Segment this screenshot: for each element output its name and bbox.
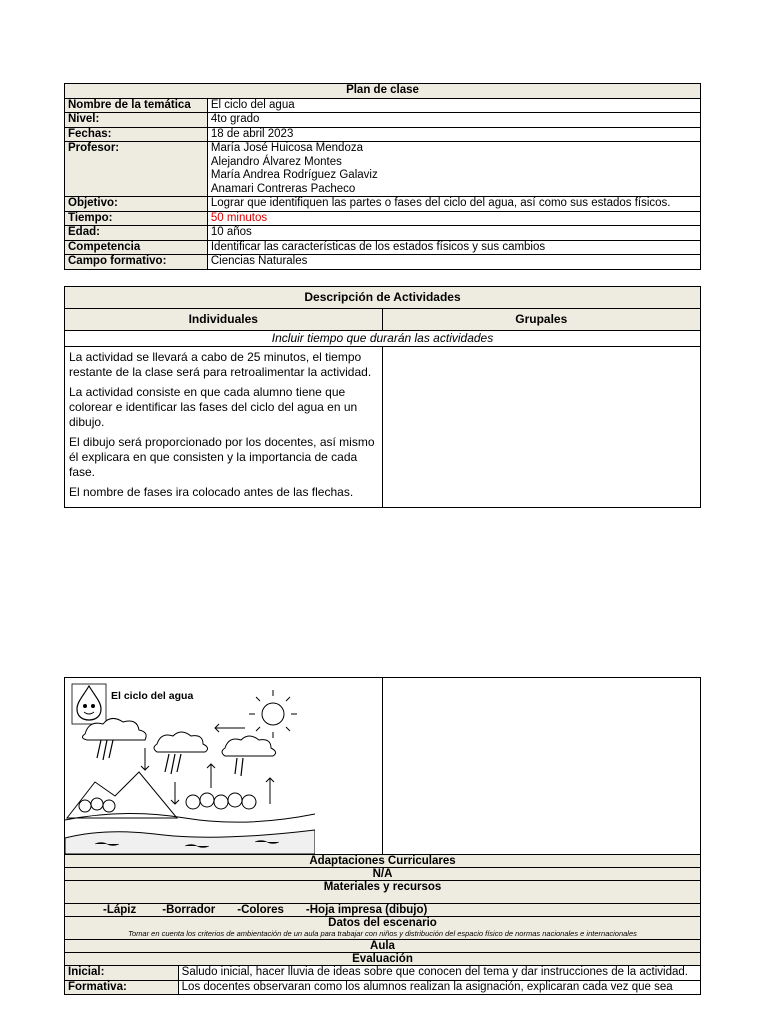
plan-table xyxy=(64,83,701,270)
time-value: 50 minutos xyxy=(207,211,700,226)
level-label: Nivel: xyxy=(65,113,208,128)
activity-paragraph: El dibujo será proporcionado por los docentes, así mismo él explicara en que consisten y la importancia de cada fase. xyxy=(69,435,375,479)
topic-value: El ciclo del agua xyxy=(207,98,700,113)
age-value: 10 años xyxy=(207,226,700,241)
topic-label: Nombre de la temática xyxy=(65,98,208,113)
eval-formative-label: Formativa: xyxy=(65,980,179,995)
materials-list xyxy=(65,904,701,917)
scenario-note: Tomar en cuenta los criterios de ambientación de un aula para trabajar con niños y distribución del espacio físico de normas nacionales e internacionales xyxy=(128,929,637,938)
dates-label: Fechas: xyxy=(65,127,208,142)
material-item: -Borrador xyxy=(162,904,216,916)
activities-title: Descripción de Actividades xyxy=(65,287,701,309)
objective-label: Objetivo: xyxy=(65,197,208,212)
scenario-title: Datos del escenario xyxy=(328,917,437,929)
individual-header: Individuales xyxy=(65,309,383,331)
eval-initial-value: Saludo inicial, hacer lluvia de ideas sobre que conocen del tema y dar instrucciones de la actividad. xyxy=(178,966,700,981)
competence-value: Identificar las características de los estados físicos y sus cambios xyxy=(207,240,700,255)
teacher-list xyxy=(207,142,700,197)
material-item: -Lápiz xyxy=(103,904,137,916)
scenario-value: Aula xyxy=(65,940,701,953)
age-label: Edad: xyxy=(65,226,208,241)
teacher-name: Alejandro Álvarez Montes xyxy=(210,155,342,168)
teacher-name: María Andrea Rodríguez Galaviz xyxy=(210,169,378,181)
competence-label: Competencia xyxy=(65,240,208,255)
level-value: 4to grado xyxy=(207,113,700,128)
activity-paragraph: La actividad se llevará a cabo de 25 minutos, el tiempo restante de la clase será para retroalimentar la actividad. xyxy=(69,350,372,379)
eval-formative-value: Los docentes observaran como los alumnos realizan la asignación, explicaran cada vez que sea xyxy=(178,980,700,995)
eval-initial-label: Inicial: xyxy=(65,966,179,981)
evaluation-title: Evaluación xyxy=(65,953,701,966)
drawing-empty-cell xyxy=(382,678,700,855)
teacher-name: María José Huicosa Mendoza xyxy=(210,142,363,154)
materials-title: Materiales y recursos xyxy=(65,881,701,904)
teacher-label: Profesor: xyxy=(65,142,208,197)
activity-paragraph: El nombre de fases ira colocado antes de las flechas. xyxy=(69,485,354,499)
group-header: Grupales xyxy=(382,309,700,331)
adaptations-value: N/A xyxy=(65,868,701,881)
water-cycle-image xyxy=(65,678,315,854)
scenario-cell xyxy=(65,917,701,940)
field-value: Ciencias Naturales xyxy=(207,255,700,270)
teacher-name: Anamari Contreras Pacheco xyxy=(210,182,356,195)
drawing-title: El ciclo del agua xyxy=(111,690,194,702)
objective-value: Lograr que identifiquen las partes o fases del ciclo del agua, así como sus estados físicos. xyxy=(207,197,700,212)
time-label: Tiempo: xyxy=(65,211,208,226)
material-item: -Colores xyxy=(237,904,284,916)
adaptations-title: Adaptaciones Curriculares xyxy=(65,855,701,868)
individual-activities xyxy=(65,347,383,508)
group-activities xyxy=(382,347,700,508)
activity-paragraph: La actividad consiste en que cada alumno tiene que colorear e identificar las fases del ciclo del agua en un dibujo. xyxy=(69,385,358,429)
water-cycle-drawing xyxy=(65,678,383,855)
activities-note: Incluir tiempo que durarán las actividades xyxy=(65,331,701,347)
plan-title: Plan de clase xyxy=(65,84,701,99)
field-label: Campo formativo: xyxy=(65,255,208,270)
activities-table xyxy=(64,286,701,508)
bottom-table xyxy=(64,677,701,995)
dates-value: 18 de abril 2023 xyxy=(207,127,700,142)
material-item: -Hoja impresa (dibujo) xyxy=(305,904,428,916)
